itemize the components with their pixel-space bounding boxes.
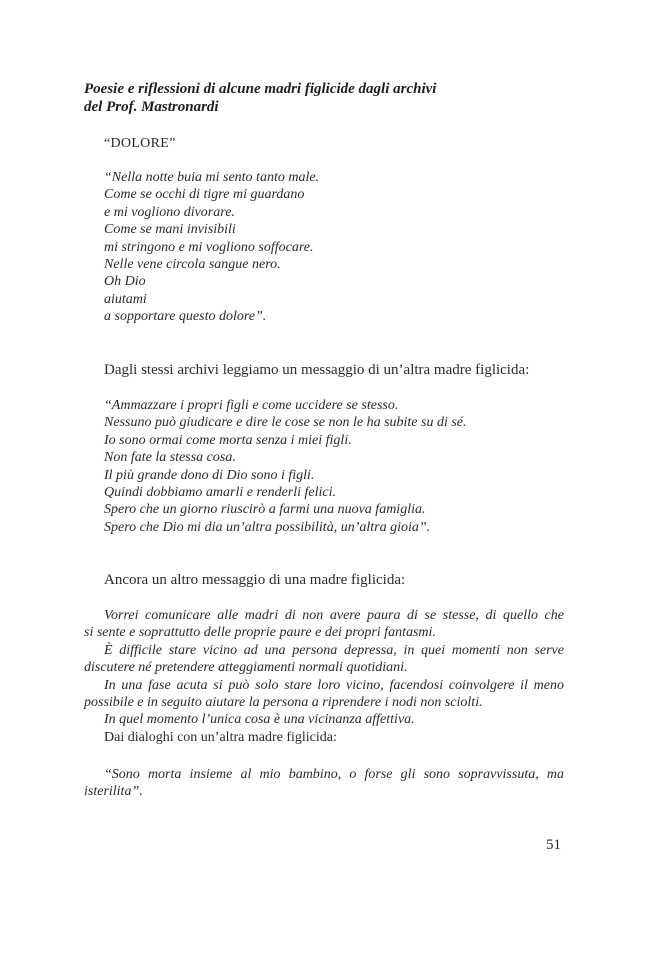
message-line: Non fate la stessa cosa. <box>104 450 236 466</box>
message-line: Vorrei comunicare alle madri di non avere paura di se stesse, di quello che <box>104 608 564 623</box>
poem-line: mi stringono e mi vogliono soffocare. <box>104 239 314 255</box>
message-line: discutere né pretendere atteggiamenti normali quotidiani. <box>84 660 408 676</box>
message-4 <box>84 766 564 801</box>
poem-line: e mi vogliono divorare. <box>104 204 235 220</box>
message-3 <box>84 607 564 746</box>
message-line: Il più grande dono di Dio sono i figli. <box>104 467 315 483</box>
poem-heading: “DOLORE” <box>104 136 176 151</box>
intro-message-3: Ancora un altro messaggio di una madre figlicida: <box>104 572 406 588</box>
poem-line: a sopportare questo dolore”. <box>104 309 267 325</box>
message-line: isterilita”. <box>84 784 143 800</box>
poem-dolore <box>104 169 319 326</box>
poem-line: aiutami <box>104 291 147 307</box>
message-line: Spero che un giorno riuscirò a farmi una nuova famiglia. <box>104 502 426 518</box>
message-line: Io sono ormai come morta senza i miei figli. <box>104 432 352 448</box>
message-2 <box>104 397 467 536</box>
message-line: È difficile stare vicino ad una persona depressa, in quei momenti non serve <box>104 642 564 658</box>
message-line: “Ammazzare i propri figli e come uccidere se stesso. <box>104 398 399 413</box>
message-line: In una fase acuta si può solo stare loro vicino, facendosi coinvolgere il meno <box>104 677 564 693</box>
title-line-1: Poesie e riflessioni di alcune madri figlicide dagli archivi <box>84 81 437 97</box>
message-line: Nessuno può giudicare e dire le cose se non le ha subite su di sé. <box>104 415 467 431</box>
page-number: 51 <box>546 837 561 853</box>
poem-line: Nelle vene circola sangue nero. <box>104 257 281 273</box>
message-line: In quel momento l’unica cosa è una vicinanza affettiva. <box>104 712 415 728</box>
poem-line: Come se mani invisibili <box>104 222 236 238</box>
poem-line: Come se occhi di tigre mi guardano <box>104 187 305 203</box>
message-line: Spero che Dio mi dia un’altra possibilità, un’altra gioia”. <box>104 519 431 535</box>
message-line: si sente e soprattutto delle proprie paure e dei propri fantasmi. <box>84 625 436 641</box>
intro-message-4: Dai dialoghi con un’altra madre figlicida: <box>104 729 337 745</box>
poem-line: Oh Dio <box>104 274 146 290</box>
poem-line: “Nella notte buia mi sento tanto male. <box>104 170 320 185</box>
page-title <box>84 80 564 116</box>
message-line: “Sono morta insieme al mio bambino, o forse gli sono sopravvissuta, ma <box>104 767 564 782</box>
message-line: possibile e in seguito aiutare la persona a riprendere i nodi non sciolti. <box>84 695 483 711</box>
intro-message-2: Dagli stessi archivi leggiamo un messaggio di un’altra madre figlicida: <box>104 362 530 378</box>
title-line-2: del Prof. Mastronardi <box>84 99 219 115</box>
message-line: Quindi dobbiamo amarli e renderli felici. <box>104 485 337 501</box>
